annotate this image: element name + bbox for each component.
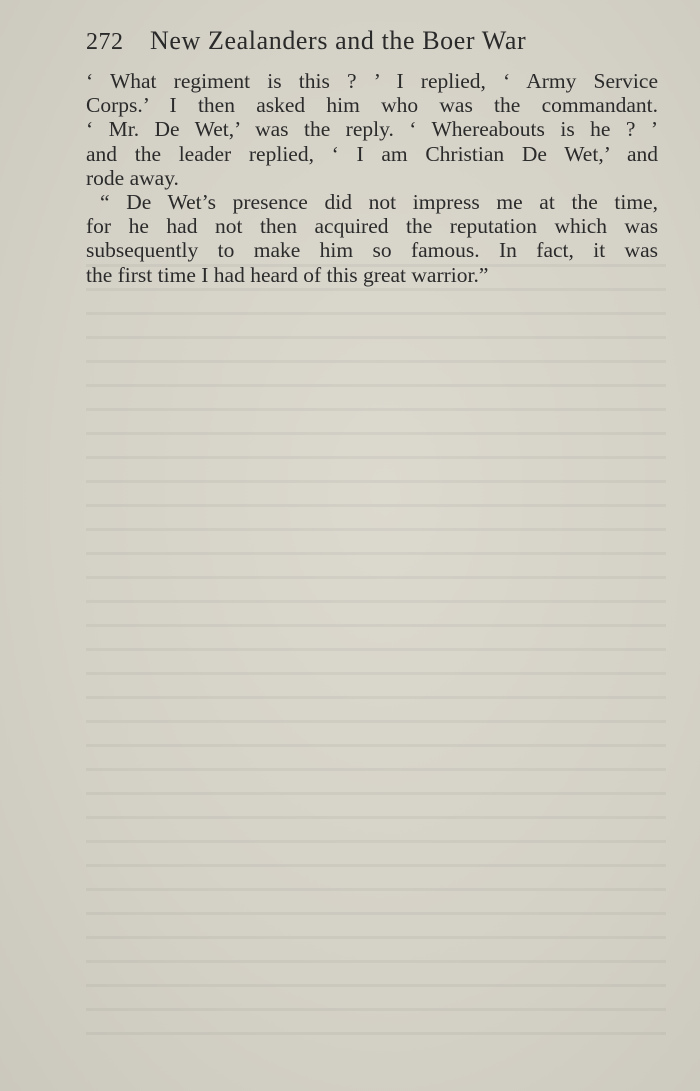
body-text [86, 69, 658, 287]
text-line: rode away. [86, 165, 179, 190]
show-through-texture [86, 250, 666, 1040]
text-line: “ De Wet’s presence did not impress me at the time, [100, 189, 658, 214]
paragraph [86, 69, 658, 190]
text-line: Corps.’ I then asked him who was the commandant. [86, 93, 658, 118]
text-line: and the leader replied, ‘ I am Christian De Wet,’ and [86, 141, 658, 166]
running-head: New Zealanders and the Boer War [150, 26, 527, 55]
text-line: for he had not then acquired the reputation which was [86, 214, 658, 239]
text-line: ‘ What regiment is this ? ’ I replied, ‘ Army Service [86, 69, 658, 93]
page-header [86, 26, 646, 62]
text-line: the first time I had heard of this great warrior.” [86, 262, 489, 287]
text-line: subsequently to make him so famous. In fact, it was [86, 238, 658, 263]
page-number: 272 [86, 29, 124, 55]
text-line: ‘ Mr. De Wet,’ was the reply. ‘ Whereabouts is he ? ’ [86, 117, 658, 142]
paragraph [86, 190, 658, 287]
